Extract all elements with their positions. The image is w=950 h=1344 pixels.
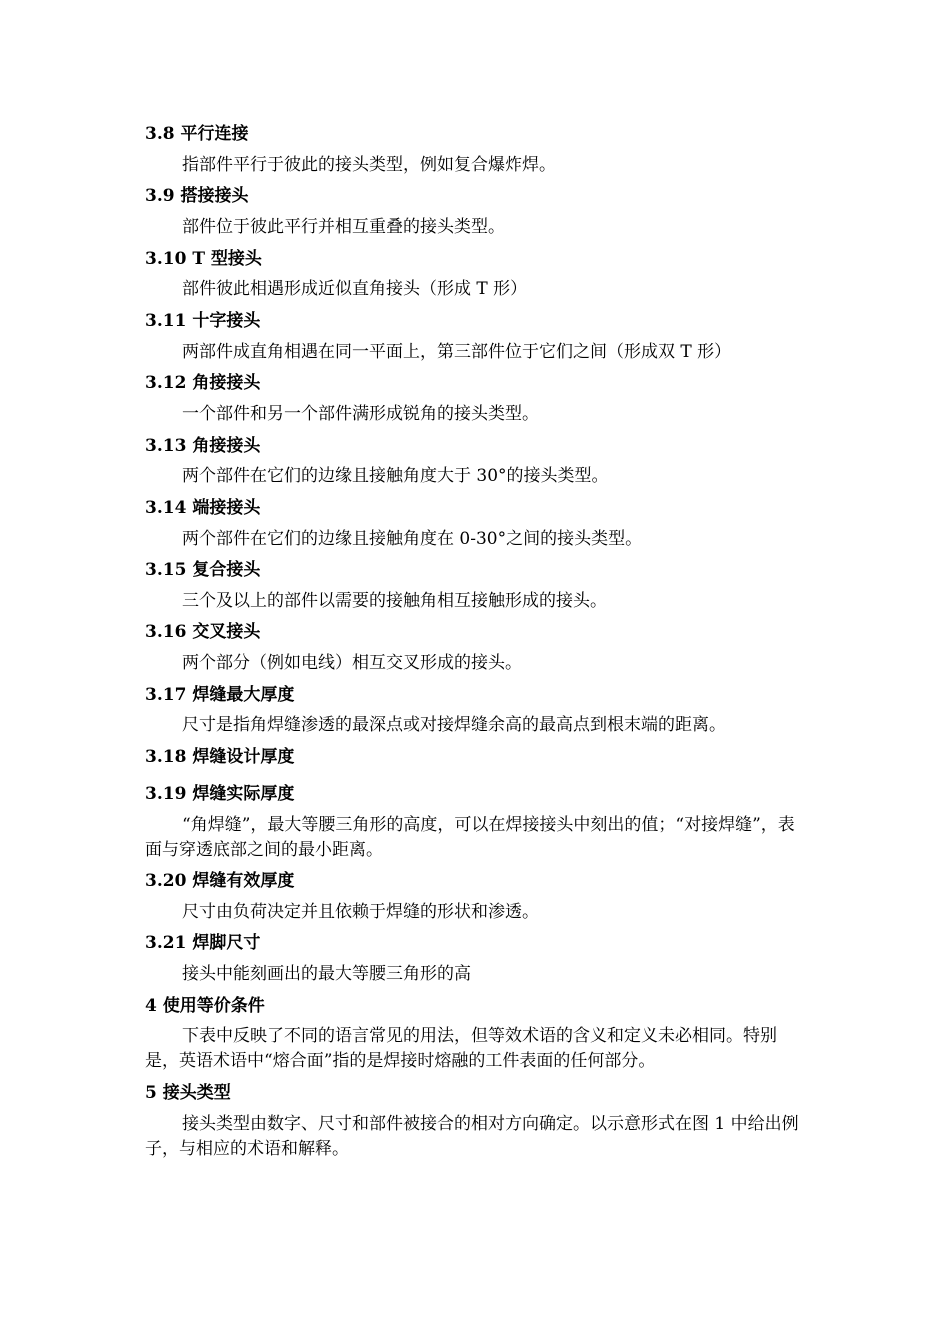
section-body-3-20: 尺寸由负荷决定并且依赖于焊缝的形状和渗透。: [182, 902, 539, 922]
section-body-5: 接头类型由数字、尺寸和部件被接合的相对方向确定。以示意形式在图 1 中给出例子，与相应的术语和解释。: [145, 1114, 799, 1159]
section-heading-3-13: 3.13 角接接头: [145, 436, 261, 456]
section-body-3-19: “角焊缝”，最大等腰三角形的高度，可以在焊接接头中刻出的值；“对接焊缝”，表面与穿透底部之间的最小距离。: [145, 815, 795, 860]
section-heading-3-15: 3.15 复合接头: [145, 560, 261, 580]
section-heading-3-14: 3.14 端接接头: [145, 498, 261, 518]
section-body-4: 下表中反映了不同的语言常见的用法，但等效术语的含义和定义未必相同。特别是，英语术语中“熔合面”指的是焊接时熔融的工件表面的任何部分。: [145, 1026, 777, 1071]
section-heading-4: 4 使用等价条件: [145, 996, 265, 1016]
section-body-3-9: 部件位于彼此平行并相互重叠的接头类型。: [182, 217, 505, 237]
section-heading-3-8: 3.8 平行连接: [145, 124, 249, 144]
section-heading-3-19: 3.19 焊缝实际厚度: [145, 784, 295, 804]
section-heading-3-17: 3.17 焊缝最大厚度: [145, 685, 295, 705]
section-body-3-16: 两个部分（例如电线）相互交叉形成的接头。: [182, 653, 522, 673]
section-heading-3-10: 3.10 T 型接头: [145, 249, 262, 269]
section-body-3-12: 一个部件和另一个部件满形成锐角的接头类型。: [182, 404, 539, 424]
section-body-3-17: 尺寸是指角焊缝渗透的最深点或对接焊缝余高的最高点到根末端的距离。: [182, 715, 726, 735]
section-body-3-11: 两部件成直角相遇在同一平面上，第三部件位于它们之间（形成双 T 形）: [182, 342, 732, 362]
section-heading-3-21: 3.21 焊脚尺寸: [145, 933, 261, 953]
section-heading-3-12: 3.12 角接接头: [145, 373, 261, 393]
section-body-3-21: 接头中能刻画出的最大等腰三角形的高: [182, 964, 471, 984]
section-heading-3-9: 3.9 搭接接头: [145, 186, 249, 206]
section-body-3-10: 部件彼此相遇形成近似直角接头（形成 T 形）: [182, 279, 528, 299]
section-heading-3-16: 3.16 交叉接头: [145, 622, 261, 642]
section-heading-3-11: 3.11 十字接头: [145, 311, 261, 331]
section-body-3-14: 两个部件在它们的边缘且接触角度在 0-30°之间的接头类型。: [182, 529, 643, 549]
section-heading-3-20: 3.20 焊缝有效厚度: [145, 871, 295, 891]
section-body-3-13: 两个部件在它们的边缘且接触角度大于 30°的接头类型。: [182, 466, 609, 486]
section-heading-5: 5 接头类型: [145, 1083, 231, 1103]
section-body-3-8: 指部件平行于彼此的接头类型，例如复合爆炸焊。: [182, 155, 556, 175]
section-heading-3-18: 3.18 焊缝设计厚度: [145, 747, 295, 767]
section-body-3-15: 三个及以上的部件以需要的接触角相互接触形成的接头。: [182, 591, 607, 611]
